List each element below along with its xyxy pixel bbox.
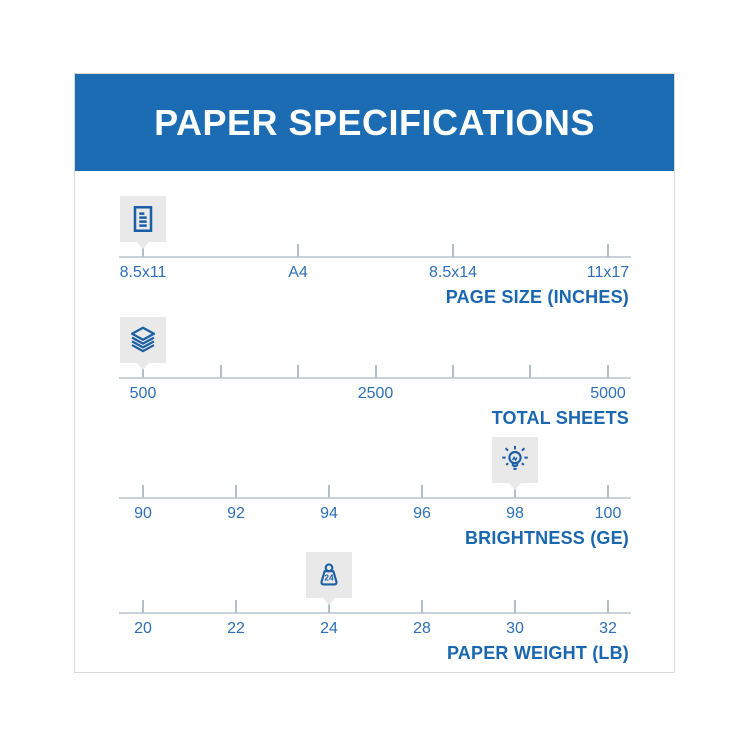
tick-label: 2500 bbox=[357, 385, 394, 402]
tick-mark bbox=[328, 485, 330, 498]
tick-mark bbox=[607, 365, 609, 378]
spec-card bbox=[74, 73, 675, 673]
document-icon bbox=[127, 203, 159, 235]
tick-label: 20 bbox=[134, 620, 152, 637]
tick-label: 32 bbox=[599, 620, 617, 637]
scale-title-page-size: PAGE SIZE (INCHES) bbox=[445, 287, 629, 307]
tick-label: 96 bbox=[413, 505, 431, 522]
marker-pointer bbox=[323, 598, 335, 605]
weight-icon bbox=[313, 559, 345, 591]
marker-pointer bbox=[137, 363, 149, 370]
marker-bulb-icon bbox=[492, 437, 538, 483]
tick-label: 8.5x14 bbox=[428, 264, 478, 281]
tick-mark bbox=[142, 485, 144, 498]
tick-label: 11x17 bbox=[586, 264, 630, 281]
tick-label: 500 bbox=[129, 385, 157, 402]
scale-line bbox=[119, 497, 631, 499]
tick-label: 28 bbox=[413, 620, 431, 637]
tick-mark bbox=[421, 485, 423, 498]
tick-label: 98 bbox=[506, 505, 524, 522]
tick-mark bbox=[235, 485, 237, 498]
tick-label: 5000 bbox=[590, 385, 626, 402]
scale-title-brightness: BRIGHTNESS (GE) bbox=[464, 528, 629, 548]
marker-pointer bbox=[137, 242, 149, 249]
marker-pointer bbox=[509, 483, 521, 490]
scale-title-paper-weight: PAPER WEIGHT (LB) bbox=[446, 643, 629, 663]
tick-mark bbox=[607, 600, 609, 613]
marker-sheets-icon bbox=[120, 317, 166, 363]
tick-mark bbox=[375, 365, 377, 378]
tick-mark bbox=[142, 600, 144, 613]
tick-label: 94 bbox=[320, 505, 338, 522]
tick-mark bbox=[529, 365, 531, 378]
sheets-icon bbox=[127, 324, 159, 356]
tick-label: 92 bbox=[227, 505, 245, 522]
page-title: PAPER SPECIFICATIONS bbox=[154, 101, 595, 143]
tick-label: A4 bbox=[288, 264, 308, 281]
tick-mark bbox=[297, 244, 299, 257]
bulb-icon bbox=[499, 444, 531, 476]
tick-label: 8.5x11 bbox=[119, 264, 167, 281]
tick-mark bbox=[452, 365, 454, 378]
tick-label: 24 bbox=[320, 620, 338, 637]
tick-label: 22 bbox=[227, 620, 245, 637]
tick-mark bbox=[220, 365, 222, 378]
tick-mark bbox=[452, 244, 454, 257]
tick-mark bbox=[235, 600, 237, 613]
scale-line bbox=[119, 256, 631, 258]
svg-text:24: 24 bbox=[324, 573, 334, 583]
tick-mark bbox=[514, 600, 516, 613]
tick-mark bbox=[607, 244, 609, 257]
tick-label: 30 bbox=[506, 620, 524, 637]
marker-document-icon bbox=[120, 196, 166, 242]
scale-line bbox=[119, 612, 631, 614]
tick-mark bbox=[607, 485, 609, 498]
tick-label: 100 bbox=[594, 505, 622, 522]
scale-title-total-sheets: TOTAL SHEETS bbox=[491, 408, 629, 428]
tick-mark bbox=[421, 600, 423, 613]
scales-area bbox=[75, 74, 674, 672]
marker-weight-icon bbox=[306, 552, 352, 598]
tick-mark bbox=[297, 365, 299, 378]
tick-label: 90 bbox=[134, 505, 152, 522]
